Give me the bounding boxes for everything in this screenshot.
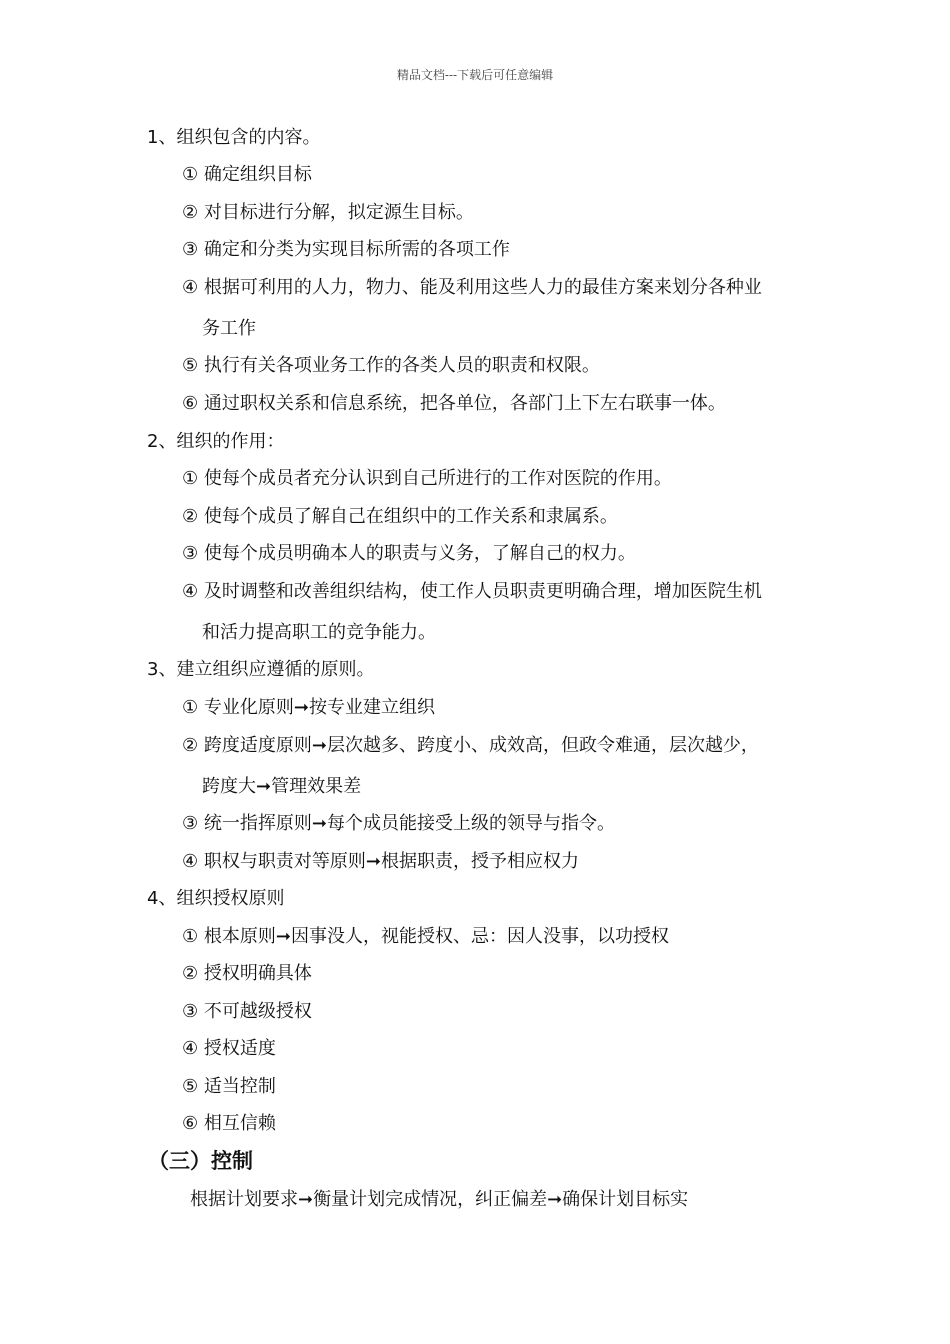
- list-item: ① 确定组织目标: [182, 164, 312, 185]
- section-title: 2、组织的作用：: [147, 431, 285, 452]
- list-item: ③ 使每个成员明确本人的职责与义务，了解自己的权力。: [182, 543, 636, 564]
- list-item: ④ 根据可利用的人力，物力、能及利用这些人力的最佳方案来划分各种业: [182, 277, 762, 298]
- list-item: ④ 及时调整和改善组织结构，使工作人员职责更明确合理，增加医院生机: [182, 581, 762, 602]
- list-item: ① 根本原则➞因事没人，视能授权、忌：因人没事，以功授权: [182, 926, 669, 947]
- paragraph: 根据计划要求➞衡量计划完成情况，纠正偏差➞确保计划目标实: [190, 1189, 689, 1210]
- list-item: ② 跨度适度原则➞层次越多、跨度小、成效高，但政令难通，层次越少，: [182, 735, 759, 756]
- list-item-continuation: 务工作: [202, 318, 256, 339]
- list-item: ⑥ 相互信赖: [182, 1113, 276, 1134]
- list-item-continuation: 跨度大➞管理效果差: [202, 776, 362, 797]
- list-item: ⑤ 执行有关各项业务工作的各类人员的职责和权限。: [182, 355, 600, 376]
- section-title: 1、组织包含的内容。: [147, 127, 321, 148]
- list-item: ⑥ 通过职权关系和信息系统，把各单位，各部门上下左右联事一体。: [182, 393, 726, 414]
- list-item: ④ 授权适度: [182, 1038, 276, 1059]
- page-header: 精品文档---下载后可任意编辑: [396, 68, 554, 82]
- list-item: ① 使每个成员者充分认识到自己所进行的工作对医院的作用。: [182, 468, 672, 489]
- section-title: 3、建立组织应遵循的原则。: [147, 659, 375, 680]
- list-item: ② 对目标进行分解，拟定源生目标。: [182, 202, 474, 223]
- section-title: 4、组织授权原则: [147, 888, 285, 909]
- list-item: ② 授权明确具体: [182, 963, 312, 984]
- list-item: ③ 不可越级授权: [182, 1001, 312, 1022]
- list-item: ④ 职权与职责对等原则➞根据职责，授予相应权力: [182, 851, 579, 872]
- list-item: ③ 确定和分类为实现目标所需的各项工作: [182, 239, 510, 260]
- list-item: ③ 统一指挥原则➞每个成员能接受上级的领导与指令。: [182, 813, 615, 834]
- subheading: （三）控制: [148, 1149, 253, 1173]
- list-item: ① 专业化原则➞按专业建立组织: [182, 697, 435, 718]
- list-item: ② 使每个成员了解自己在组织中的工作关系和隶属系。: [182, 506, 618, 527]
- list-item: ⑤ 适当控制: [182, 1076, 276, 1097]
- list-item-continuation: 和活力提高职工的竞争能力。: [202, 622, 436, 643]
